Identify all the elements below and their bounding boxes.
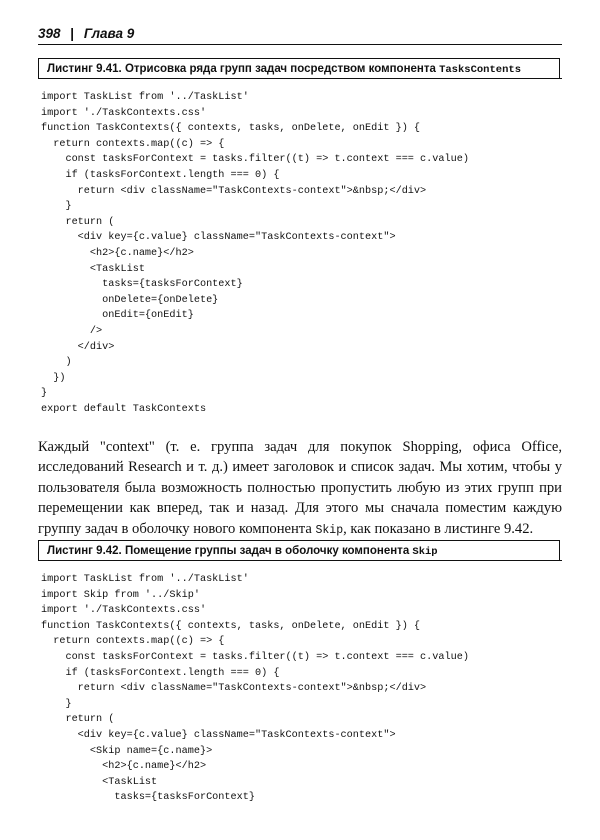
- code-line: import './TaskContexts.css': [41, 107, 207, 119]
- code-line: function TaskContexts({ contexts, tasks, onDelete, onEdit }) {: [41, 620, 421, 632]
- code-line: tasks={tasksForContext}: [41, 792, 255, 804]
- code-line: ): [41, 357, 72, 369]
- code-line: return (: [41, 216, 115, 228]
- listing-9-42-code: [41, 572, 561, 806]
- code-line: <h2>{c.name}</h2>: [41, 761, 207, 773]
- header-rule: [38, 44, 562, 45]
- paragraph-text: Каждый "context" (т. е. группа задач для покупок Shopping, офиса Office, исследований Research и т. д.) имеет заголовок и список задач. Мы хотим, чтобы у пользователя была возможность полностью пропустить любую из этих групп при перемещении как вперед, так и назад. Для этого мы сначала поместим каждую группу задач в оболочку нового компонента: [38, 439, 562, 537]
- code-line: tasks={tasksForContext}: [41, 279, 243, 291]
- code-line: export default TaskContexts: [41, 403, 207, 415]
- code-line: return contexts.map((c) => {: [41, 636, 225, 648]
- code-line: }: [41, 388, 48, 400]
- code-line: }): [41, 372, 66, 384]
- code-line: }: [41, 201, 72, 213]
- code-line: }: [41, 698, 72, 710]
- listing-9-42-rule: [38, 560, 562, 561]
- code-line: <div key={c.value} className="TaskContexts-context">: [41, 232, 396, 244]
- listing-9-41-rule: [38, 78, 562, 79]
- code-line: function TaskContexts({ contexts, tasks, onDelete, onEdit }) {: [41, 123, 421, 135]
- code-line: import Skip from '../Skip': [41, 589, 200, 601]
- listing-9-41-caption: [38, 58, 560, 78]
- code-line: />: [41, 325, 103, 337]
- code-line: return <div className="TaskContexts-context">&nbsp;</div>: [41, 185, 427, 197]
- body-paragraph: [38, 437, 562, 541]
- code-line: return (: [41, 714, 115, 726]
- code-line: const tasksForContext = tasks.filter((t) => t.context === c.value): [41, 154, 469, 166]
- inline-code: Skip: [315, 523, 344, 537]
- code-line: if (tasksForContext.length === 0) {: [41, 169, 280, 181]
- listing-title: Листинг 9.41. Отрисовка ряда групп задач посредством компонента: [47, 63, 440, 75]
- code-line: <h2>{c.name}</h2>: [41, 247, 194, 259]
- code-line: <TaskList: [41, 263, 145, 275]
- listing-9-41-code: [41, 90, 561, 417]
- code-line: onEdit={onEdit}: [41, 310, 194, 322]
- code-line: <Skip name={c.name}>: [41, 745, 213, 757]
- listing-title-code: TasksContents: [439, 64, 521, 76]
- running-header: [38, 26, 562, 42]
- paragraph-text-end: , как показано в листинге 9.42.: [343, 520, 534, 537]
- listing-title-code: Skip: [412, 546, 438, 558]
- code-line: import './TaskContexts.css': [41, 605, 207, 617]
- code-line: return <div className="TaskContexts-context">&nbsp;</div>: [41, 683, 427, 695]
- code-line: if (tasksForContext.length === 0) {: [41, 667, 280, 679]
- chapter-title: Глава 9: [83, 26, 135, 41]
- code-line: return contexts.map((c) => {: [41, 138, 225, 150]
- page-number: 398: [38, 26, 61, 41]
- code-line: onDelete={onDelete}: [41, 294, 219, 306]
- code-line: <div key={c.value} className="TaskContexts-context">: [41, 729, 396, 741]
- code-line: </div>: [41, 341, 115, 353]
- header-separator: |: [70, 26, 75, 41]
- listing-9-42-caption: [38, 540, 560, 560]
- code-line: const tasksForContext = tasks.filter((t) => t.context === c.value): [41, 651, 469, 663]
- listing-title: Листинг 9.42. Помещение группы задач в оболочку компонента: [47, 545, 413, 557]
- code-line: import TaskList from '../TaskList': [41, 92, 249, 103]
- code-line: import TaskList from '../TaskList': [41, 574, 249, 585]
- code-line: <TaskList: [41, 776, 158, 788]
